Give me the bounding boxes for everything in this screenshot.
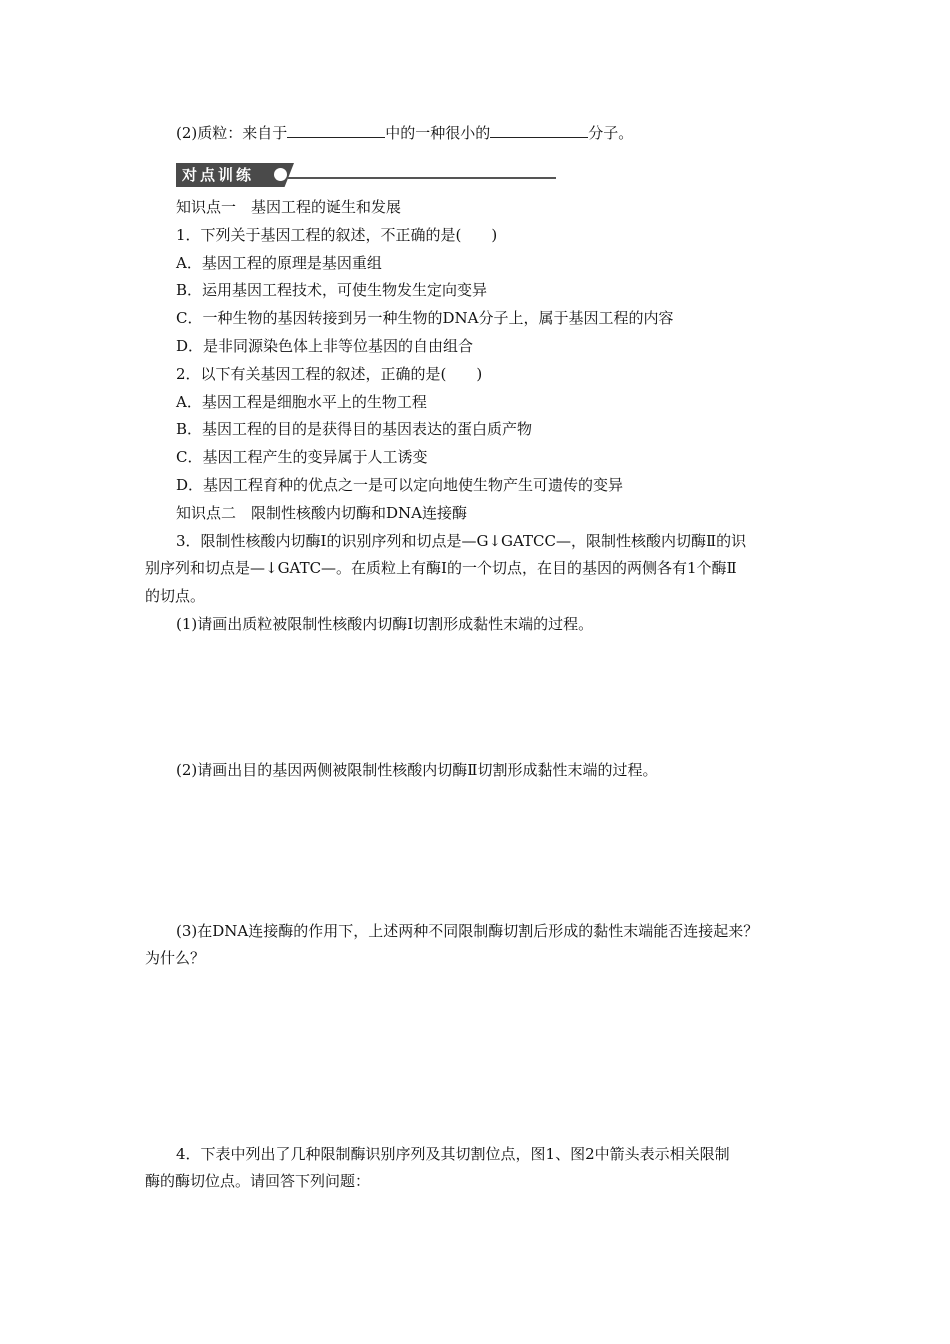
question-1-option-c[interactable]: C．一种生物的基因转接到另一种生物的DNA分子上，属于基因工程的内容 bbox=[176, 309, 674, 327]
section-banner bbox=[176, 163, 556, 187]
answer-blank-1[interactable] bbox=[287, 123, 385, 138]
knowledge-point-heading-2: 知识点二 限制性核酸内切酶和DNA连接酶 bbox=[176, 504, 467, 522]
question-3-sub-2: (2)请画出目的基因两侧被限制性核酸内切酶Ⅱ切割形成黏性末端的过程。 bbox=[176, 761, 658, 779]
answer-blank-2[interactable] bbox=[490, 123, 588, 138]
question-1-stem: 1．下列关于基因工程的叙述，不正确的是( ) bbox=[176, 226, 498, 244]
question-2-option-c[interactable]: C．基因工程产生的变异属于人工诱变 bbox=[176, 448, 428, 466]
question-3-line-2: 别序列和切点是—↓GATC—。在质粒上有酶Ⅰ的一个切点，在目的基因的两侧各有1个酶Ⅱ bbox=[145, 559, 737, 577]
question-2-option-b[interactable]: B．基因工程的目的是获得目的基因表达的蛋白质产物 bbox=[176, 420, 533, 438]
question-3-sub-3-line-1: (3)在DNA连接酶的作用下，上述两种不同限制酶切割后形成的黏性末端能否连接起来？ bbox=[176, 922, 759, 940]
fill-in-prefix: (2)质粒：来自于 bbox=[176, 124, 288, 142]
question-3-sub-1: (1)请画出质粒被限制性核酸内切酶Ⅰ切割形成黏性末端的过程。 bbox=[176, 615, 594, 633]
question-3-line-1: 3．限制性核酸内切酶Ⅰ的识别序列和切点是—G↓GATCC—，限制性核酸内切酶Ⅱ的识 bbox=[176, 532, 747, 550]
fill-in-middle: 中的一种很小的 bbox=[385, 124, 491, 142]
question-3-line-3: 的切点。 bbox=[145, 587, 206, 605]
knowledge-point-heading-1: 知识点一 基因工程的诞生和发展 bbox=[176, 198, 402, 216]
question-1-option-a[interactable]: A．基因工程的原理是基因重组 bbox=[176, 254, 382, 272]
question-4-line-1: 4．下表中列出了几种限制酶识别序列及其切割位点，图1、图2中箭头表示相关限制 bbox=[176, 1145, 730, 1163]
fill-in-suffix: 分子。 bbox=[588, 124, 634, 142]
banner-rule bbox=[288, 177, 556, 179]
question-1-option-d[interactable]: D．是非同源染色体上非等位基因的自由组合 bbox=[176, 337, 474, 355]
question-1-option-b[interactable]: B．运用基因工程技术，可使生物发生定向变异 bbox=[176, 281, 488, 299]
question-2-option-d[interactable]: D．基因工程育种的优点之一是可以定向地使生物产生可遗传的变异 bbox=[176, 476, 624, 494]
fill-in-line bbox=[176, 123, 633, 143]
banner-label: 对点训练 bbox=[182, 166, 255, 184]
question-2-stem: 2．以下有关基因工程的叙述，正确的是( ) bbox=[176, 365, 483, 383]
bullet-dot-icon bbox=[274, 168, 287, 181]
question-2-option-a[interactable]: A．基因工程是细胞水平上的生物工程 bbox=[176, 393, 427, 411]
question-4-line-2: 酶的酶切位点。请回答下列问题： bbox=[145, 1172, 371, 1190]
question-3-sub-3-line-2: 为什么？ bbox=[145, 949, 206, 967]
